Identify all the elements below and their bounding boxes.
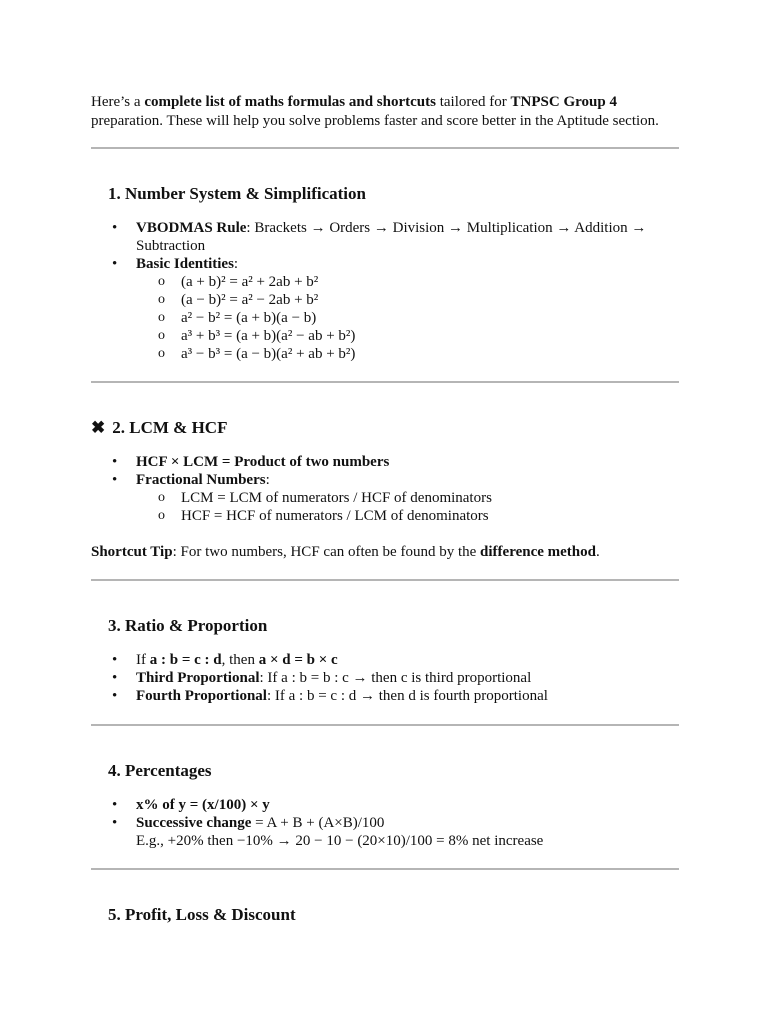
section-2-title-text: 2. LCM & HCF — [108, 418, 228, 437]
vbodmas-text: : Brackets → Orders → Division → Multiplication → Addition → Subtraction — [136, 220, 647, 254]
intro-text-3: preparation. These will help you solve problems faster and score better in the Aptitude section. — [91, 113, 659, 129]
ratio-text-1: If — [136, 652, 150, 668]
fractional-label: Fractional Numbers — [136, 472, 266, 488]
identities-sublist — [136, 273, 679, 363]
list-item-vbodmas — [91, 219, 679, 255]
list-item-ratio-rule — [91, 651, 679, 669]
percent-formula: x% of y = (x/100) × y — [136, 797, 270, 813]
tip-label: Shortcut Tip — [91, 544, 173, 560]
ratio-bold-1: a : b = c : d — [149, 652, 222, 668]
successive-example: E.g., +20% then −10% → 20 − 10 − (20×10)/100 = 8% net increase — [136, 833, 544, 849]
intro-paragraph — [91, 93, 679, 131]
third-label: Third Proportional — [136, 670, 260, 686]
ratio-bold-2: a × d = b × c — [258, 652, 338, 668]
intro-text-2: tailored for — [435, 94, 511, 110]
identity-item: o a³ − b³ = (a − b)(a² + ab + b²) — [136, 345, 679, 363]
section-3-title: 3. Ratio & Proportion — [108, 616, 268, 635]
successive-label: Successive change — [136, 815, 252, 831]
ratio-text-2: , then — [221, 652, 259, 668]
identity-item: o a² − b² = (a + b)(a − b) — [136, 309, 679, 327]
identities-colon: : — [233, 256, 239, 272]
section-divider — [91, 147, 679, 149]
section-2-title — [91, 417, 679, 439]
section-1-list — [91, 219, 679, 363]
section-divider — [91, 579, 679, 581]
list-item-fractional — [91, 471, 679, 525]
section-4-list — [91, 796, 679, 850]
identity-item: o (a + b)² = a² + 2ab + b² — [136, 273, 679, 291]
hcf-lcm-rule: HCF × LCM = Product of two numbers — [136, 454, 390, 470]
tip-bold: difference method — [480, 544, 596, 560]
section-divider — [91, 724, 679, 726]
section-4-title: 4. Percentages — [108, 761, 212, 780]
section-5-title: 5. Profit, Loss & Discount — [108, 905, 296, 924]
fractional-sublist — [136, 489, 679, 525]
fourth-label: Fourth Proportional — [136, 688, 267, 704]
fractional-item: o LCM = LCM of numerators / HCF of denominators — [136, 489, 679, 507]
intro-text-1: Here’s a — [91, 94, 145, 110]
identities-label: Basic Identities — [136, 256, 234, 272]
cross-mark-icon: ✖ — [91, 418, 106, 437]
vbodmas-label: VBODMAS Rule — [136, 220, 247, 236]
list-item-successive-change — [91, 814, 679, 850]
fractional-item: o HCF = HCF of numerators / LCM of denominators — [136, 507, 679, 525]
list-item-fourth-proportional — [91, 687, 679, 705]
document-content — [91, 93, 679, 926]
section-divider — [91, 868, 679, 870]
third-text: : If a : b = b : c → then c is third proportional — [259, 670, 532, 686]
fourth-text: : If a : b = c : d → then d is fourth proportional — [266, 688, 548, 704]
list-item-hcf-lcm — [91, 453, 679, 471]
fractional-colon: : — [265, 472, 270, 488]
identity-item: o a³ + b³ = (a + b)(a² − ab + b²) — [136, 327, 679, 345]
list-item-identities — [91, 255, 679, 363]
section-2-list — [91, 453, 679, 525]
intro-bold-1: complete list of maths formulas and shortcuts — [144, 94, 436, 110]
tip-end: . — [595, 544, 600, 560]
intro-bold-2: TNPSC Group 4 — [510, 94, 617, 110]
tip-text: : For two numbers, HCF can often be found by the — [172, 544, 481, 560]
shortcut-tip — [91, 543, 679, 561]
section-3-list — [91, 651, 679, 705]
list-item-third-proportional — [91, 669, 679, 687]
list-item-percent-formula — [91, 796, 679, 814]
section-divider — [91, 381, 679, 383]
identity-item: o (a − b)² = a² − 2ab + b² — [136, 291, 679, 309]
successive-text: = A + B + (A×B)/100 — [251, 815, 385, 831]
section-1-title: 1. Number System & Simplification — [108, 184, 366, 203]
